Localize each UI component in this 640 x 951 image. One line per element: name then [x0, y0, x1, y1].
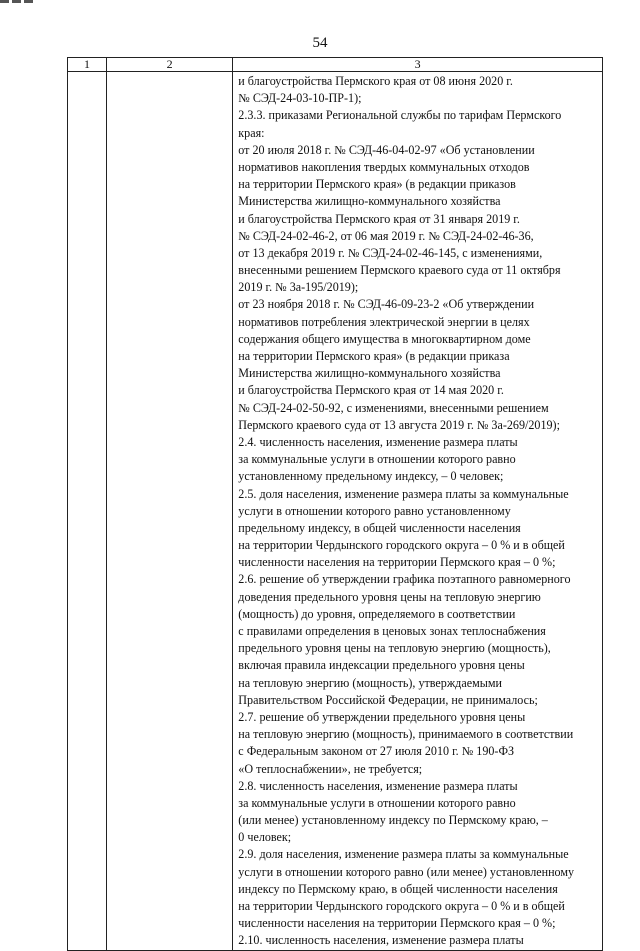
text-line: 2.7. решение об утверждении предельного уровня цены — [238, 709, 526, 724]
text-line: на территории Чердынского городского округа – 0 % и в общей — [238, 899, 565, 913]
text-line: установленному предельному индексу, – 0 человек; — [238, 469, 504, 484]
text-line: за коммунальные услуги в отношении которого равно — [238, 452, 516, 467]
scan-mark-dash — [0, 0, 9, 3]
table-row — [68, 72, 603, 951]
text-line: 2.5. доля населения, изменение размера платы за коммунальные — [238, 486, 569, 501]
cell-column-1 — [68, 72, 107, 951]
text-line: 2.8. численность населения, изменение размера платы — [238, 778, 518, 793]
column-header-2: 2 — [107, 58, 233, 72]
text-line: на территории Пермского края» (в редакции приказа — [238, 349, 510, 363]
text-line: № СЭД-24-02-46-2, от 06 мая 2019 г. № СЭД-24-02-46-36, — [238, 228, 534, 243]
text-line: с Федеральным законом от 27 июля 2010 г. № 190-ФЗ — [238, 744, 515, 759]
text-line: от 23 ноября 2018 г. № СЭД-46-09-23-2 «Об утверждении — [238, 297, 535, 312]
text-line: Министерства жилищно-коммунального хозяйства — [238, 366, 501, 381]
text-line: № СЭД-24-03-10-ПР-1); — [238, 91, 362, 106]
text-line: индексу по Пермскому краю, в общей численности населения — [238, 881, 558, 896]
text-line: за коммунальные услуги в отношении которого равно — [238, 795, 516, 810]
text-line: содержания общего имущества в многоквартирном доме — [238, 331, 531, 346]
cell-column-2 — [107, 72, 233, 951]
content-lines — [238, 73, 598, 950]
text-line: от 13 декабря 2019 г. № СЭД-24-02-46-145, с изменениями, — [238, 245, 543, 260]
text-line: услуги в отношении которого равно (или менее) установленному — [238, 864, 575, 879]
text-line: от 20 июля 2018 г. № СЭД-46-04-02-97 «Об установлении — [238, 142, 535, 157]
text-line: доведения предельного уровня цены на тепловую энергию — [238, 589, 541, 604]
text-line: 2.10. численность населения, изменение размера платы — [238, 933, 524, 948]
text-line: 2019 г. № 3а-195/2019); — [238, 280, 359, 295]
text-line: численности населения на территории Пермского края – 0 %; — [238, 916, 556, 931]
text-line: внесенными решением Пермского краевого суда от 11 октября — [238, 263, 561, 278]
text-line: и благоустройства Пермского края от 08 июня 2020 г. — [238, 74, 513, 88]
text-line: предельному индексу, в общей численности населения — [238, 520, 521, 535]
column-header-3: 3 — [233, 58, 603, 72]
scan-mark-dash — [12, 0, 21, 3]
text-line: № СЭД-24-02-50-92, с изменениями, внесенными решением — [238, 400, 549, 415]
text-line: услуги в отношении которого равно установленному — [238, 503, 511, 518]
scan-mark-dash — [24, 0, 33, 3]
text-line: 0 человек; — [238, 830, 292, 845]
text-line: 2.3.3. приказами Региональной службы по тарифам Пермского — [238, 108, 562, 123]
text-line: и благоустройства Пермского края от 31 января 2019 г. — [238, 211, 520, 226]
scan-corner-mark — [0, 0, 40, 8]
text-line: нормативов потребления электрической энергии в целях — [238, 314, 530, 329]
text-line: на территории Чердынского городского округа – 0 % и в общей — [238, 538, 565, 553]
text-line: Министерства жилищно-коммунального хозяйства — [238, 194, 501, 209]
text-line: на территории Пермского края» (в редакции приказов — [238, 177, 516, 192]
text-line: (мощность) до уровня, определяемого в соответствии — [238, 606, 516, 621]
text-line: 2.6. решение об утверждении графика поэтапного равномерного — [238, 572, 571, 587]
text-line: на тепловую энергию (мощность), утверждаемыми — [238, 675, 502, 690]
text-line: включая правила индексации предельного уровня цены — [238, 658, 525, 673]
text-line: 2.9. доля населения, изменение размера платы за коммунальные — [238, 847, 569, 862]
text-line: «О теплоснабжении», не требуется; — [238, 761, 423, 776]
text-line: численности населения на территории Пермского края – 0 %; — [238, 555, 556, 570]
column-header-1: 1 — [68, 58, 107, 72]
cell-column-3 — [233, 72, 603, 951]
text-line: Пермского краевого суда от 13 августа 2019 г. № 3а-269/2019); — [238, 417, 560, 432]
text-line: 2.4. численность населения, изменение размера платы — [238, 434, 518, 449]
text-line: края: — [238, 125, 265, 140]
text-line: на тепловую энергию (мощность), принимаемого в соответствии — [238, 727, 574, 742]
text-line: с правилами определения в ценовых зонах теплоснабжения — [238, 624, 546, 638]
text-line: Правительством Российской Федерации, не принималось; — [238, 692, 538, 707]
text-line: и благоустройства Пермского края от 14 мая 2020 г. — [238, 383, 504, 398]
text-line: нормативов накопления твердых коммунальных отходов — [238, 159, 530, 174]
table-header-row — [68, 58, 603, 72]
page-number: 54 — [312, 35, 328, 51]
text-line: (или менее) установленному индексу по Пермскому краю, – — [238, 813, 548, 828]
text-line: предельного уровня цены на тепловую энергию (мощность), — [238, 641, 551, 656]
document-table — [67, 57, 603, 951]
